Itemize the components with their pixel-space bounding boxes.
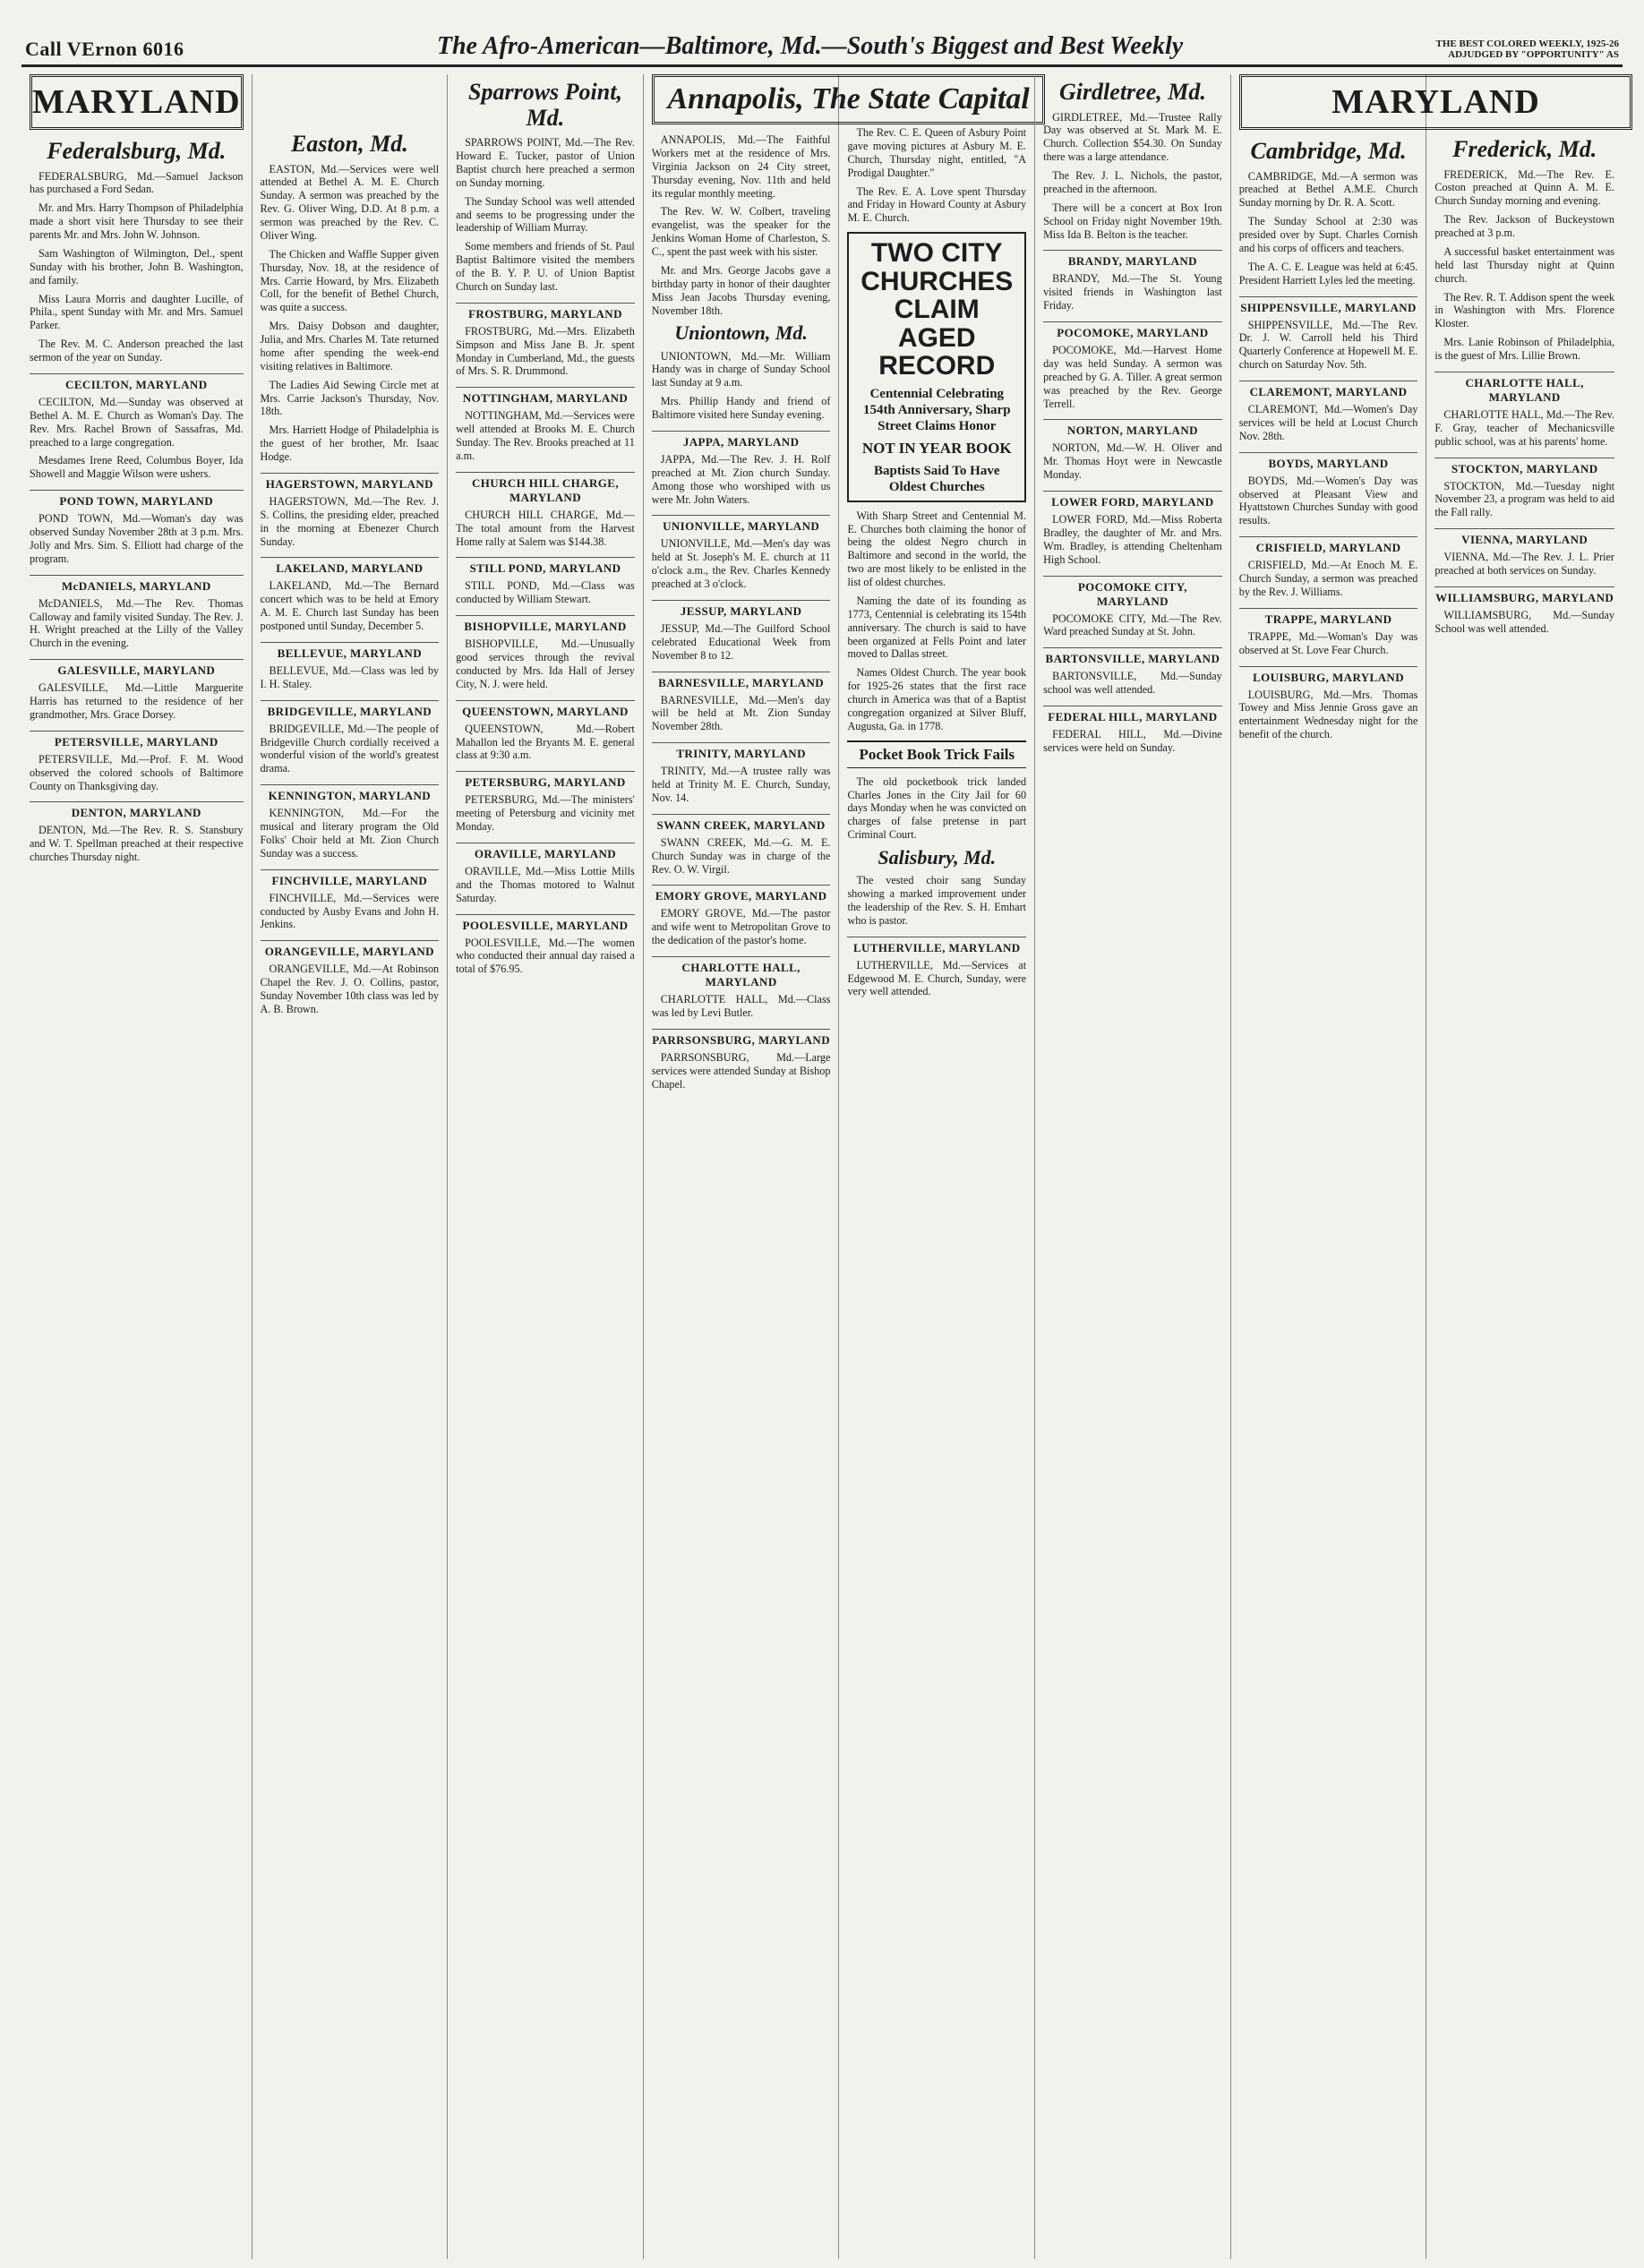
- article-paragraph: Mrs. Phillip Handy and friend of Baltimore visited here Sunday evening.: [651, 395, 831, 422]
- article-paragraph: GALESVILLE, Md.—Little Marguerite Harris has returned to the residence of her grandmother, Mrs. Grace Dorsey.: [30, 681, 244, 721]
- headline-deck: NOT IN YEAR BOOK: [861, 439, 1012, 457]
- maryland-banner-right: MARYLAND: [1239, 74, 1633, 130]
- article-paragraph: STILL POND, Md.—Class was conducted by William Stewart.: [456, 579, 635, 606]
- dateline-heading: FINCHVILLE, MARYLAND: [261, 869, 440, 888]
- dateline-heading: UNIONVILLE, MARYLAND: [652, 515, 831, 534]
- article-paragraph: FINCHVILLE, Md.—Services were conducted by Ausby Evans and John H. Jenkins.: [260, 891, 440, 931]
- dateline-heading: JAPPA, MARYLAND: [652, 431, 831, 449]
- dateline-heading: BARTONSVILLE, MARYLAND: [1043, 647, 1222, 666]
- article-paragraph: BOYDS, Md.—Women's Day was observed at Pleasant View and Hyattstown Churches Sunday with good results.: [1238, 474, 1418, 527]
- article-paragraph: Sam Washington of Wilmington, Del., spent Sunday with his brother, John B. Washington, and family.: [30, 246, 244, 287]
- article-paragraph: The old pocketbook trick landed Charles Jones in the City Jail for 60 days Monday when he was convicted on charges of false pretense in part Criminal Court.: [847, 775, 1027, 842]
- dateline-heading: NOTTINGHAM, MARYLAND: [456, 387, 635, 406]
- masthead: [21, 18, 1623, 67]
- dateline-heading: POCOMOKE, MARYLAND: [1043, 321, 1222, 340]
- dateline-heading: CLAREMONT, MARYLAND: [1239, 381, 1418, 399]
- article-columns: [21, 74, 1623, 2259]
- section-title: Girdletree, Md.: [1058, 79, 1206, 105]
- dateline-heading: SHIPPENSVILLE, MARYLAND: [1239, 296, 1418, 315]
- headline-deck: Centennial Celebrating 154th Anniversary, Sharp Street Claims Honor: [862, 386, 1011, 433]
- article-paragraph: The Sunday School at 2:30 was presided over by Supt. Charles Cornish and his corps of officers and teachers.: [1238, 215, 1418, 254]
- article-paragraph: QUEENSTOWN, Md.—Robert Mahallon led the Bryants M. E. general class at 9:30 a.m.: [456, 722, 635, 762]
- article-paragraph: PETERSVILLE, Md.—Prof. F. M. Wood observed the colored schools of Baltimore County on Thanksgiving day.: [30, 752, 244, 792]
- dateline-heading: JESSUP, MARYLAND: [652, 600, 831, 619]
- headline: TWO CITY CHURCHES CLAIM AGED RECORD: [861, 238, 1014, 381]
- dateline-heading: ORAVILLE, MARYLAND: [456, 843, 635, 861]
- article-paragraph: JESSUP, Md.—The Guilford School celebrated Educational Week from November 8 to 12.: [651, 621, 831, 662]
- dateline-heading: ORANGEVILLE, MARYLAND: [261, 940, 440, 959]
- section-title: Cambridge, Md.: [1250, 138, 1407, 164]
- article-paragraph: The vested choir sang Sunday showing a marked improvement under the leadership of the Rev. S. H. Emhart who is pastor.: [847, 874, 1027, 927]
- article-paragraph: The Chicken and Waffle Supper given Thursday, Nov. 18, at the residence of Mrs. Carrie Howard, by Mrs. Elizabeth Coll, for the benefit of Bethel Church, was quite a success.: [260, 247, 440, 314]
- dateline-heading: CHARLOTTE HALL, MARYLAND: [1434, 372, 1614, 405]
- article-paragraph: The Rev. W. W. Colbert, traveling evangelist, was the speaker for the Jenkins Woman Home of Charleston, S. C., spent the past week with his sister.: [651, 205, 831, 258]
- article-paragraph: Mesdames Irene Reed, Columbus Boyer, Ida Showell and Maggie Wilson were ushers.: [30, 454, 244, 481]
- article-paragraph: FEDERALSBURG, Md.—Samuel Jackson has purchased a Ford Sedan.: [30, 169, 244, 196]
- dateline-heading: POOLESVILLE, MARYLAND: [456, 914, 635, 933]
- dateline-heading: BELLEVUE, MARYLAND: [261, 642, 440, 661]
- dateline-heading: HAGERSTOWN, MARYLAND: [261, 473, 440, 492]
- phone-number: Call VErnon 6016: [25, 38, 184, 60]
- article-paragraph: EASTON, Md.—Services were well attended at Bethel A. M. E. Church Sunday. A sermon was preached by the Rev. G. Oliver Wing, D.D. At 8 p.m. a sermon was preached by the Rev. C. Oliver Wing.: [260, 162, 440, 242]
- article-paragraph: FROSTBURG, Md.—Mrs. Elizabeth Simpson and Miss Jane B. Jr. spent Monday in Cumberland, Md., the guests of Mrs. S. R. Drummond.: [456, 324, 635, 378]
- column-5: [839, 74, 1035, 2259]
- dateline-heading: LOWER FORD, MARYLAND: [1043, 491, 1222, 509]
- column-3: [448, 74, 644, 2259]
- dateline-heading: BARNESVILLE, MARYLAND: [652, 672, 831, 690]
- article-paragraph: CHARLOTTE HALL, Md.—The Rev. F. Gray, teacher of Mechanicsville public school, was at his parents' home.: [1434, 407, 1614, 448]
- article-paragraph: The Rev. M. C. Anderson preached the last sermon of the year on Sunday.: [30, 338, 244, 364]
- article-paragraph: TRAPPE, Md.—Woman's Day was observed at St. Love Fear Church.: [1238, 629, 1418, 656]
- article-paragraph: Mrs. Harriett Hodge of Philadelphia is the guest of her brother, Mr. Isaac Hodge.: [260, 424, 440, 464]
- article-paragraph: BRANDY, Md.—The St. Young visited friends in Washington last Friday.: [1043, 272, 1222, 312]
- article-paragraph: McDANIELS, Md.—The Rev. Thomas Calloway and family visited Sunday. The Rev. J. H. Wright preached at the Lilly of the Valley Church in the evening.: [30, 596, 244, 650]
- article-paragraph: The Ladies Aid Sewing Circle met at Mrs. Carrie Jackson's Thursday, Nov. 18th.: [260, 378, 440, 418]
- article-paragraph: Some members and friends of St. Paul Baptist Baltimore visited the members of the B. Y. P. U. of Union Baptist Church on Sunday last.: [456, 240, 635, 293]
- headline-box: [847, 232, 1026, 502]
- masthead-tagline: [1436, 39, 1619, 61]
- section-title: Salisbury, Md.: [878, 846, 997, 869]
- dateline-heading: GALESVILLE, MARYLAND: [30, 659, 244, 678]
- article-paragraph: BARNESVILLE, Md.—Men's day will be held at Mt. Zion Sunday November 28th.: [651, 693, 831, 733]
- section-title: Uniontown, Md.: [674, 321, 808, 345]
- dateline-heading: LAKELAND, MARYLAND: [261, 557, 440, 576]
- article-paragraph: Mr. and Mrs. George Jacobs gave a birthday party in honor of their daughter Miss Jean Jacobs Thursday evening, November 18th.: [651, 263, 831, 317]
- dateline-heading: NORTON, MARYLAND: [1043, 419, 1222, 438]
- maryland-banner-left: MARYLAND: [30, 74, 244, 130]
- article-paragraph: KENNINGTON, Md.—For the musical and literary program the Old Folks' Choir held at Mt. Zion Church Sunday was a success.: [260, 807, 440, 860]
- article-paragraph: A successful basket entertainment was held last Thursday night at Quinn church.: [1434, 244, 1614, 285]
- dateline-heading: CRISFIELD, MARYLAND: [1239, 536, 1418, 555]
- article-paragraph: PETERSBURG, Md.—The ministers' meeting of Petersburg and vicinity met Monday.: [456, 793, 635, 834]
- dateline-heading: SWANN CREEK, MARYLAND: [652, 814, 831, 833]
- article-paragraph: GIRDLETREE, Md.—Trustee Rally Day was observed at St. Mark M. E. Church. Collection $54.30. On Sunday there was a large attendance.: [1043, 110, 1222, 164]
- column-2: [253, 74, 449, 2259]
- article-paragraph: SHIPPENSVILLE, Md.—The Rev. Dr. J. W. Carroll held his Third Quarterly Conference at Hopewell M. E. church on Saturday Nov. 5th.: [1238, 318, 1418, 372]
- dateline-heading: BOYDS, MARYLAND: [1239, 452, 1418, 471]
- article-paragraph: Names Oldest Church. The year book for 1925-26 states that the first race church in America was that of a Baptist congregation organized at Silver Bluff, Augusta, Ga. in 1778.: [847, 666, 1027, 732]
- article-paragraph: Mrs. Daisy Dobson and daughter, Julia, and Mrs. Charles M. Tate returned home after spending the week-end visiting relatives in Baltimore.: [260, 320, 440, 372]
- article-paragraph: SPARROWS POINT, Md.—The Rev. Howard E. Tucker, pastor of Union Baptist church here preached a sermon on Sunday morning.: [456, 136, 635, 189]
- dateline-heading: CECILTON, MARYLAND: [30, 373, 244, 392]
- article-paragraph: UNIONTOWN, Md.—Mr. William Handy was in charge of Sunday School last Sunday at 9 a.m.: [651, 349, 831, 389]
- article-paragraph: BELLEVUE, Md.—Class was led by I. H. Staley.: [260, 663, 440, 690]
- dateline-heading: CHARLOTTE HALL, MARYLAND: [652, 956, 831, 989]
- article-paragraph: POCOMOKE CITY, Md.—The Rev. Ward preached Sunday at St. John.: [1043, 612, 1222, 638]
- article-paragraph: The Rev. E. A. Love spent Thursday and Friday in Howard County at Asbury M. E. Church.: [847, 184, 1027, 225]
- article-paragraph: JAPPA, Md.—The Rev. J. H. Rolf preached at Mt. Zion church Sunday. Among those who worshiped with us were Mr. John Waters.: [651, 452, 831, 506]
- article-paragraph: CRISFIELD, Md.—At Enoch M. E. Church Sunday, a sermon was preached by the Rev. J. Williams.: [1238, 559, 1418, 598]
- dateline-heading: CHURCH HILL CHARGE, MARYLAND: [456, 472, 635, 505]
- pocket-book-headline: Pocket Book Trick Fails: [847, 740, 1026, 768]
- section-title: Easton, Md.: [290, 131, 408, 157]
- dateline-heading: BRIDGEVILLE, MARYLAND: [261, 700, 440, 719]
- article-paragraph: There will be a concert at Box Iron School on Friday night November 19th. Miss Ida B. Belton is the teacher.: [1043, 201, 1222, 241]
- tagline-line-2: ADJUDGED BY "OPPORTUNITY" AS: [1448, 49, 1619, 61]
- article-paragraph: LUTHERVILLE, Md.—Services at Edgewood M. E. Church, Sunday, were very well attended.: [847, 958, 1027, 998]
- article-paragraph: The Rev. J. L. Nichols, the pastor, preached in the afternoon.: [1043, 169, 1222, 195]
- dateline-heading: STILL POND, MARYLAND: [456, 557, 635, 576]
- section-title: Sparrows Point, Md.: [468, 79, 622, 131]
- dateline-heading: EMORY GROVE, MARYLAND: [652, 885, 831, 903]
- dateline-heading: LUTHERVILLE, MARYLAND: [847, 937, 1026, 955]
- article-paragraph: TRINITY, Md.—A trustee rally was held at Trinity M. E. Church, Sunday, Nov. 14.: [651, 765, 831, 804]
- article-paragraph: STOCKTON, Md.—Tuesday night November 23, a program was held to aid the Fall rally.: [1434, 479, 1614, 519]
- article-paragraph: UNIONVILLE, Md.—Men's day was held at St. Joseph's M. E. church at 11 o'clock a.m., the Rev. Charles Kennedy preached at 3 o'clock.: [651, 537, 831, 591]
- article-paragraph: FEDERAL HILL, Md.—Divine services were held on Sunday.: [1043, 728, 1222, 754]
- article-paragraph: FREDERICK, Md.—The Rev. E. Coston preached at Quinn A. M. E. Church Sunday morning and evening.: [1434, 167, 1614, 208]
- article-paragraph: EMORY GROVE, Md.—The pastor and wife went to Metropolitan Grove to the dedication of the pastor's home.: [651, 907, 831, 947]
- annapolis-banner: Annapolis, The State Capital: [652, 74, 1046, 124]
- column-8: [1426, 74, 1623, 2259]
- article-paragraph: Miss Laura Morris and daughter Lucille, of Phila., spent Sunday with Mr. and Mrs. Samuel Parker.: [30, 292, 244, 332]
- dateline-heading: KENNINGTON, MARYLAND: [261, 784, 440, 803]
- dateline-heading: McDANIELS, MARYLAND: [30, 575, 244, 594]
- article-paragraph: ANNAPOLIS, Md.—The Faithful Workers met at the residence of Mrs. Virginia Jackson on 24 City street, Thursday evening, Nov. 11th and held its regular monthly meeting.: [651, 133, 831, 200]
- article-paragraph: HAGERSTOWN, Md.—The Rev. J. S. Collins, the presiding elder, preached in the morning at Ebenezer Church Sunday.: [260, 494, 440, 548]
- column-1: [21, 74, 253, 2259]
- article-paragraph: BRIDGEVILLE, Md.—The people of Bridgeville Church cordially received a wonderful vision of the world's greatest drama.: [260, 722, 440, 775]
- article-paragraph: POCOMOKE, Md.—Harvest Home day was held Sunday. A sermon was preached by G. A. Tiller. A great sermon was preached by the Rev. George Terrell.: [1043, 344, 1222, 410]
- article-paragraph: LOWER FORD, Md.—Miss Roberta Bradley, the daughter of Mr. and Mrs. Wm. Bradley, is attending Cheltenham High School.: [1043, 513, 1222, 566]
- article-paragraph: CHURCH HILL CHARGE, Md.—The total amount from the Harvest Home rally at Salem was $144.38.: [456, 508, 635, 548]
- dateline-heading: PETERSVILLE, MARYLAND: [30, 731, 244, 749]
- article-paragraph: POND TOWN, Md.—Woman's day was observed Sunday November 28th at 3 p.m. Mrs. Jolly and Mrs. Sim. S. Elliott had charge of the program.: [30, 512, 244, 565]
- section-title: Federalsburg, Md.: [47, 138, 227, 164]
- article-paragraph: CLAREMONT, Md.—Women's Day services will be held at Locust Church Nov. 28th.: [1238, 403, 1418, 442]
- dateline-heading: BRANDY, MARYLAND: [1043, 250, 1222, 269]
- article-paragraph: NORTON, Md.—W. H. Oliver and Mr. Thomas Hoyt were in Newcastle Monday.: [1043, 441, 1222, 482]
- article-paragraph: Mr. and Mrs. Harry Thompson of Philadelphia made a short visit here Thursday to see their parents Mr. and Mrs. John W. Johnson.: [30, 201, 244, 242]
- article-paragraph: DENTON, Md.—The Rev. R. S. Stansbury and W. T. Spellman preached at their respective churches Thursday night.: [30, 824, 244, 864]
- dateline-heading: WILLIAMSBURG, MARYLAND: [1434, 586, 1614, 605]
- dateline-heading: PETERSBURG, MARYLAND: [456, 771, 635, 790]
- tagline-line-1: THE BEST COLORED WEEKLY, 1925-26: [1435, 38, 1619, 49]
- dateline-heading: FEDERAL HILL, MARYLAND: [1043, 706, 1222, 724]
- dateline-heading: TRAPPE, MARYLAND: [1239, 608, 1418, 627]
- dateline-heading: QUEENSTOWN, MARYLAND: [456, 700, 635, 719]
- article-paragraph: CAMBRIDGE, Md.—A sermon was preached at Bethel A.M.E. Church Sunday morning by Dr. R. A. Scott.: [1238, 169, 1418, 210]
- article-paragraph: The Rev. Jackson of Buckeystown preached at 3 p.m.: [1434, 213, 1614, 240]
- article-paragraph: BARTONSVILLE, Md.—Sunday school was well attended.: [1043, 670, 1222, 697]
- section-title: Frederick, Md.: [1452, 136, 1597, 162]
- article-paragraph: Naming the date of its founding as 1773, Centennial is celebrating its 154th anniversary. The church is said to have been organized at Fells Point and later moved to Dallas street.: [847, 594, 1027, 661]
- dateline-heading: PARRSONSBURG, MARYLAND: [652, 1029, 831, 1048]
- article-paragraph: PARRSONSBURG, Md.—Large services were attended Sunday at Bishop Chapel.: [651, 1050, 831, 1091]
- dateline-heading: POCOMOKE CITY, MARYLAND: [1043, 576, 1222, 609]
- article-paragraph: NOTTINGHAM, Md.—Services were well attended at Brooks M. E. Church Sunday. The Rev. Brooks preached at 11 a.m.: [456, 409, 635, 462]
- article-paragraph: ORANGEVILLE, Md.—At Robinson Chapel the Rev. J. O. Collins, pastor, Sunday November 10th class was led by A. B. Brown.: [260, 963, 440, 1015]
- article-paragraph: The Rev. C. E. Queen of Asbury Point gave moving pictures at Asbury M. E. Church, Thursday night, entitled, "A Prodigal Daughter.": [847, 126, 1027, 179]
- article-paragraph: WILLIAMSBURG, Md.—Sunday School was well attended.: [1434, 608, 1614, 635]
- article-paragraph: Mrs. Lanie Robinson of Philadelphia, is the guest of Mrs. Lillie Brown.: [1434, 336, 1614, 363]
- column-6: [1035, 74, 1231, 2259]
- article-paragraph: SWANN CREEK, Md.—G. M. E. Church Sunday was in charge of the Rev. O. W. Virgil.: [651, 835, 831, 876]
- article-paragraph: LAKELAND, Md.—The Bernard concert which was to be held at Emory A. M. E. Church last Sunday has been postponed until Sunday, December 5.: [260, 579, 440, 633]
- article-paragraph: BISHOPVILLE, Md.—Unusually good services through the revival conducted by Mrs. Ida Hall of Jersey City, N. J. were held.: [456, 638, 635, 690]
- dateline-heading: DENTON, MARYLAND: [30, 801, 244, 820]
- dateline-heading: POND TOWN, MARYLAND: [30, 490, 244, 509]
- dateline-heading: TRINITY, MARYLAND: [652, 742, 831, 761]
- dateline-heading: VIENNA, MARYLAND: [1434, 528, 1614, 547]
- headline-deck: Baptists Said To Have Oldest Churches: [874, 463, 1000, 494]
- article-paragraph: The A. C. E. League was held at 6:45. President Harriett Lyles led the meeting.: [1238, 260, 1418, 287]
- article-paragraph: VIENNA, Md.—The Rev. J. L. Prier preached at both services on Sunday.: [1434, 551, 1614, 578]
- article-paragraph: CHARLOTTE HALL, Md.—Class was led by Levi Butler.: [651, 993, 831, 1019]
- article-paragraph: With Sharp Street and Centennial M. E. Churches both claiming the honor of being the oldest Negro church in Baltimore and second in the world, the two are most likely to be enlisted in the list of oldest churches.: [847, 509, 1027, 588]
- dateline-heading: BISHOPVILLE, MARYLAND: [456, 615, 635, 634]
- article-paragraph: LOUISBURG, Md.—Mrs. Thomas Towey and Miss Jennie Gross gave an entertainment Wednesday night for the benefit of the church.: [1238, 688, 1418, 741]
- article-paragraph: The Sunday School was well attended and seems to be progressing under the leadership of William Murray.: [456, 194, 635, 235]
- dateline-heading: STOCKTON, MARYLAND: [1434, 458, 1614, 476]
- article-paragraph: The Rev. R. T. Addison spent the week in Washington with Mrs. Florence Kloster.: [1434, 290, 1614, 330]
- article-paragraph: ORAVILLE, Md.—Miss Lottie Mills and the Thomas motored to Walnut Saturday.: [456, 864, 635, 904]
- article-paragraph: POOLESVILLE, Md.—The women who conducted their annual day raised a total of $76.95.: [456, 936, 635, 976]
- dateline-heading: LOUISBURG, MARYLAND: [1239, 666, 1418, 685]
- article-paragraph: CECILTON, Md.—Sunday was observed at Bethel A. M. E. Church as Woman's Day. The Rev. Mrs. Rachel Brown of Sassafras, Md. preached to a large congregation.: [30, 395, 244, 449]
- paper-title: The Afro-American—Baltimore, Md.—South's Biggest and Best Weekly: [436, 32, 1184, 60]
- dateline-heading: FROSTBURG, MARYLAND: [456, 303, 635, 321]
